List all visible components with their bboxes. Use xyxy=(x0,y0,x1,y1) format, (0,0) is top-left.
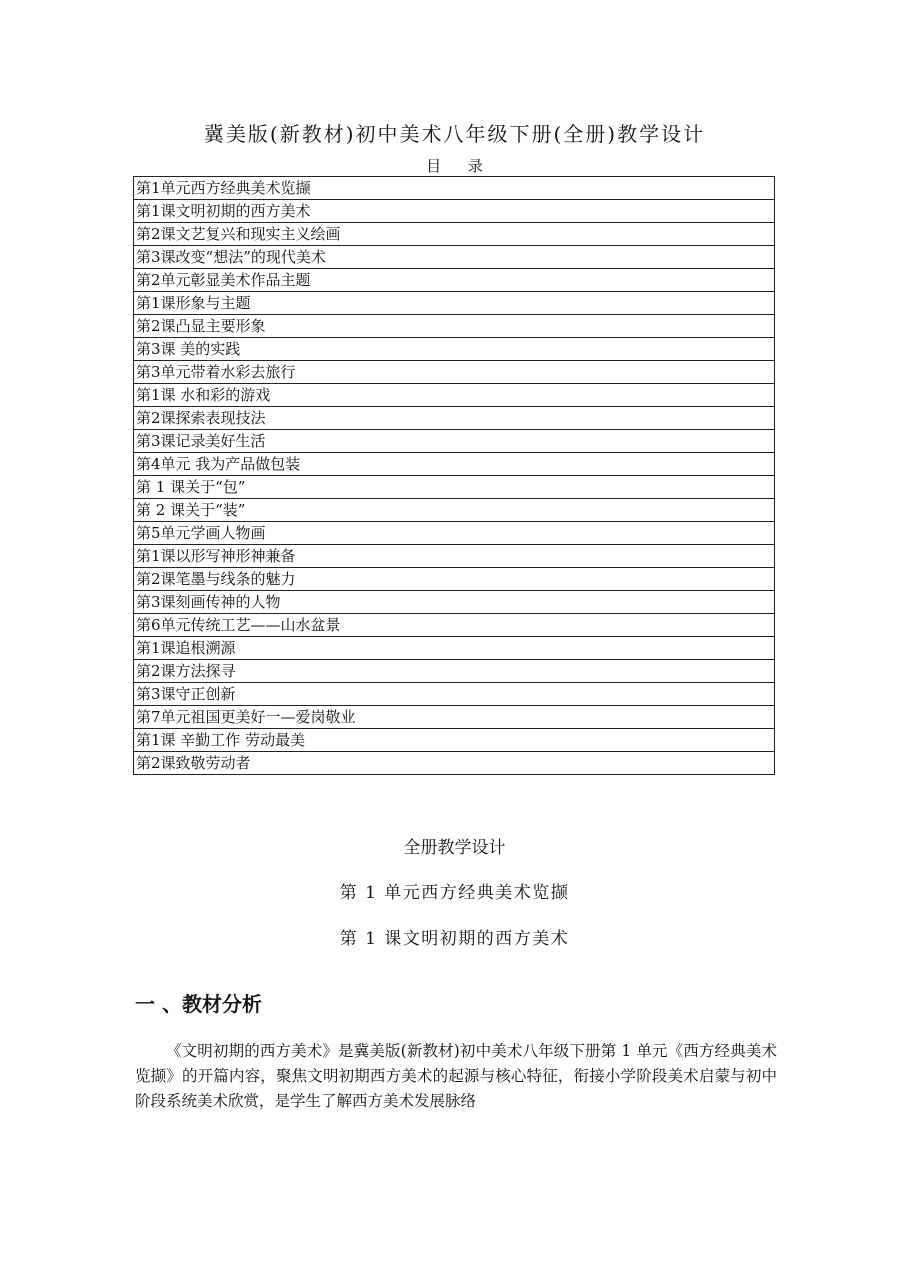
toc-entry: 第 1 课关于“包” xyxy=(134,476,775,499)
toc-entry: 第1单元西方经典美术览撷 xyxy=(134,177,775,200)
toc-row xyxy=(134,292,775,315)
toc-row xyxy=(134,430,775,453)
toc-entry: 第6单元传统工艺——山水盆景 xyxy=(134,614,775,637)
section-heading: 一 、教材分析 xyxy=(135,992,262,1016)
design-heading: 全册教学设计 xyxy=(403,838,506,858)
document-title: 冀美版(新教材)初中美术八年级下册(全册)教学设计 xyxy=(203,122,706,146)
toc-row xyxy=(134,683,775,706)
table-of-contents xyxy=(133,176,775,775)
toc-row xyxy=(134,361,775,384)
toc-heading: 目 录 xyxy=(426,157,483,175)
toc-entry: 第7单元祖国更美好一—爱岗敬业 xyxy=(134,706,775,729)
toc-row xyxy=(134,246,775,269)
toc-row xyxy=(134,637,775,660)
toc-entry: 第2课致敬劳动者 xyxy=(134,752,775,775)
toc-entry: 第1课形象与主题 xyxy=(134,292,775,315)
toc-entry: 第1课文明初期的西方美术 xyxy=(134,200,775,223)
toc-entry: 第5单元学画人物画 xyxy=(134,522,775,545)
toc-entry: 第2单元彰显美术作品主题 xyxy=(134,269,775,292)
toc-row xyxy=(134,591,775,614)
toc-row xyxy=(134,706,775,729)
toc-entry: 第1课追根溯源 xyxy=(134,637,775,660)
toc-row xyxy=(134,752,775,775)
toc-entry: 第2课文艺复兴和现实主义绘画 xyxy=(134,223,775,246)
toc-entry: 第1课 水和彩的游戏 xyxy=(134,384,775,407)
toc-entry: 第3课改变“想法”的现代美术 xyxy=(134,246,775,269)
lesson-title: 第 1 课文明初期的西方美术 xyxy=(339,929,570,949)
toc-entry: 第3课守正创新 xyxy=(134,683,775,706)
toc-entry: 第2课方法探寻 xyxy=(134,660,775,683)
toc-row xyxy=(134,568,775,591)
toc-row xyxy=(134,453,775,476)
toc-row xyxy=(134,729,775,752)
toc-entry: 第3课记录美好生活 xyxy=(134,430,775,453)
toc-row xyxy=(134,407,775,430)
toc-row xyxy=(134,476,775,499)
toc-entry: 第2课探索表现技法 xyxy=(134,407,775,430)
toc-entry: 第3单元带着水彩去旅行 xyxy=(134,361,775,384)
toc-row xyxy=(134,200,775,223)
toc-entry: 第1课 辛勤工作 劳动最美 xyxy=(134,729,775,752)
unit-title: 第 1 单元西方经典美术览撷 xyxy=(339,883,570,903)
toc-entry: 第2课笔墨与线条的魅力 xyxy=(134,568,775,591)
toc-entry: 第3课 美的实践 xyxy=(134,338,775,361)
toc-row xyxy=(134,177,775,200)
toc-row xyxy=(134,384,775,407)
toc-entry: 第1课以形写神形神兼备 xyxy=(134,545,775,568)
toc-row xyxy=(134,338,775,361)
toc-entry: 第3课刻画传神的人物 xyxy=(134,591,775,614)
toc-entry: 第2课凸显主要形象 xyxy=(134,315,775,338)
body-paragraph: 《文明初期的西方美术》是冀美版(新教材)初中美术八年级下册第 1 单元《西方经典美术览撷》的开篇内容，聚焦文明初期西方美术的起源与核心特征，衔接小学阶段美术启蒙与初中阶段系统美术欣赏，是学生了解西方美术发展脉络 xyxy=(135,1042,777,1110)
toc-row xyxy=(134,614,775,637)
toc-row xyxy=(134,499,775,522)
toc-row xyxy=(134,269,775,292)
toc-row xyxy=(134,660,775,683)
toc-row xyxy=(134,522,775,545)
toc-row xyxy=(134,315,775,338)
toc-entry: 第4单元 我为产品做包装 xyxy=(134,453,775,476)
toc-row xyxy=(134,223,775,246)
toc-entry: 第 2 课关于“装” xyxy=(134,499,775,522)
toc-row xyxy=(134,545,775,568)
toc-body xyxy=(134,177,775,775)
